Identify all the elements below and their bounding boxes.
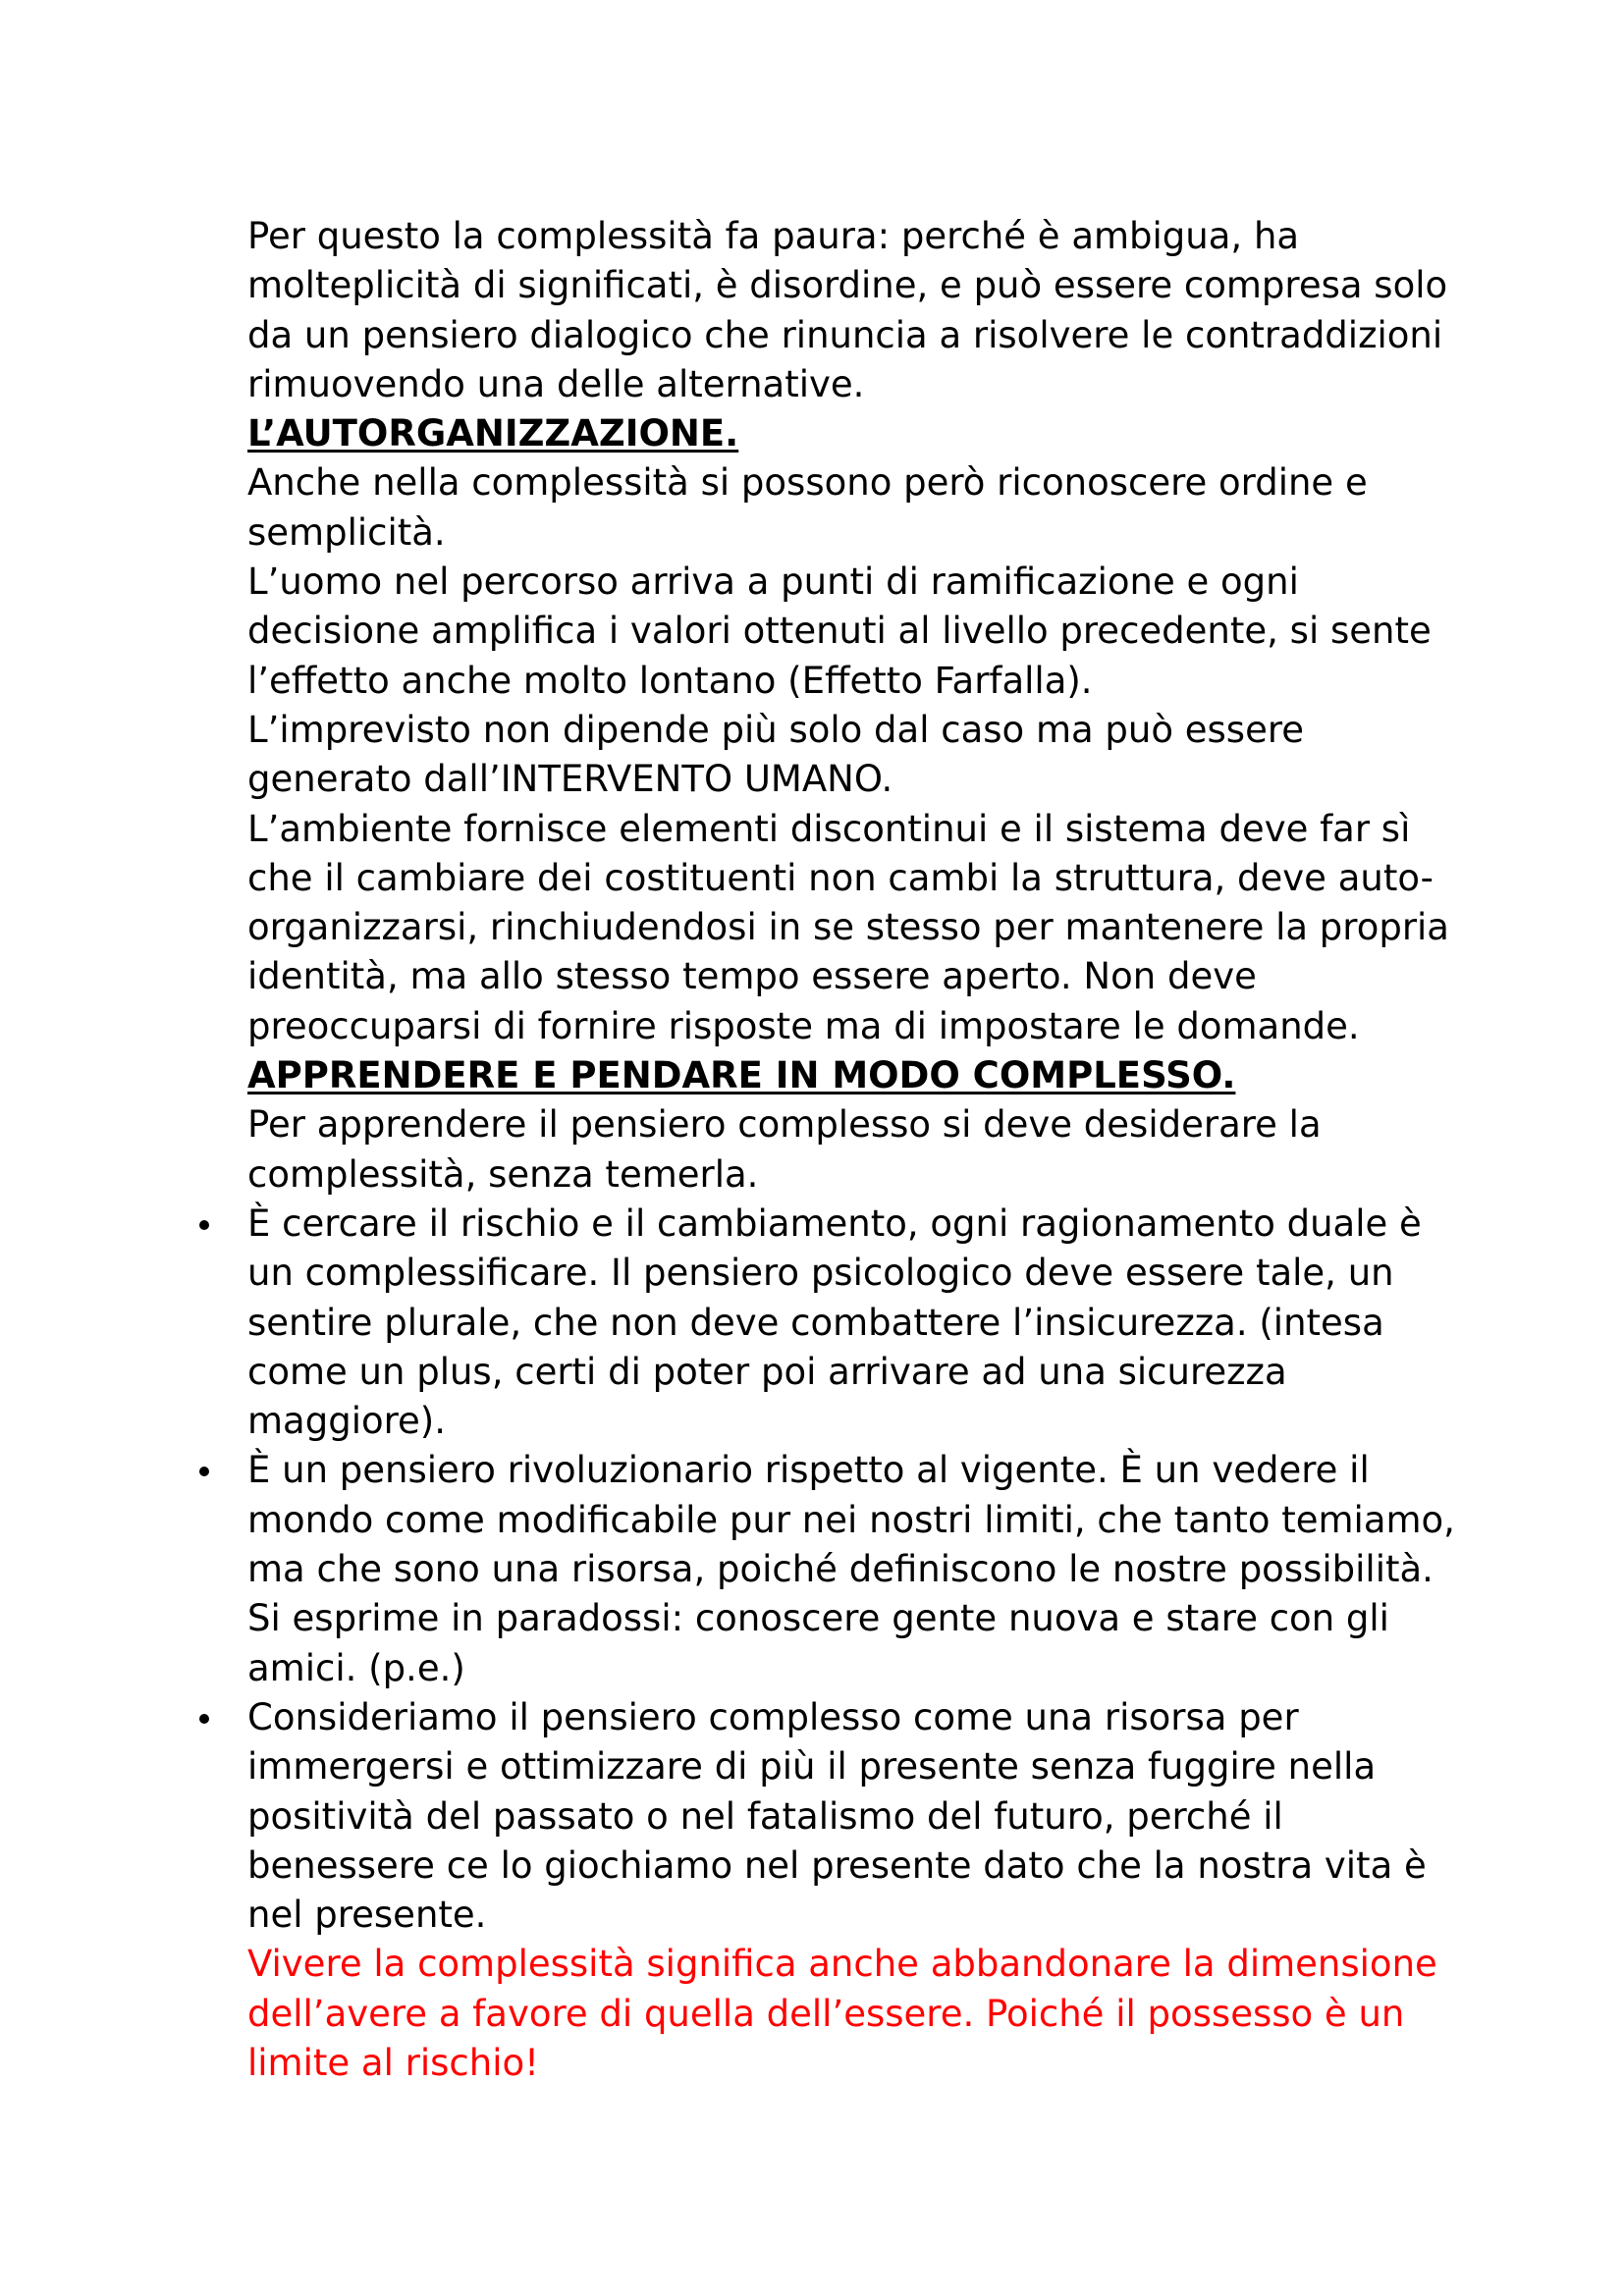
paragraph-uomo: L’uomo nel percorso arriva a punti di ramificazione e ogni decisione amplifica i valori ottenuti al livello precedente, si sente l’effetto anche molto lontano (Effetto Farfalla).: [247, 561, 1432, 702]
paragraph-ordine: Anche nella complessità si possono però riconoscere ordine e semplicità.: [247, 461, 1368, 554]
paragraph-imprevisto: L’imprevisto non dipende più solo dal caso ma può essere generato dall’INTERVENTO UMANO.: [247, 708, 1304, 801]
section-heading-apprendere: APPRENDERE E PENDARE IN MODO COMPLESSO.: [247, 1054, 1236, 1097]
bullet-list: [247, 1200, 1465, 1940]
list-item-text: È un pensiero rivoluzionario rispetto al vigente. È un vedere il mondo come modificabile pur nei nostri limiti, che tanto temiamo, ma che sono una risorsa, poiché definiscono le nostre possibilità. Si esprime in paradossi: conoscere gente nuova e stare con gli amici. (p.e.): [247, 1449, 1455, 1689]
bullet-dot-icon: [199, 1714, 209, 1724]
bullet-dot-icon: [199, 1220, 209, 1230]
section-heading-autorganizzazione: L’AUTORGANIZZAZIONE.: [247, 412, 739, 455]
document-body: [247, 212, 1465, 2088]
closing-highlight: Vivere la complessità significa anche abbandonare la dimensione dell’avere a favore di quella dell’essere. Poiché il possesso è un limite al rischio!: [247, 1943, 1437, 2084]
list-item-text: Consideriamo il pensiero complesso come una risorsa per immergersi e ottimizzare di più il presente senza fuggire nella positività del passato o nel fatalismo del futuro, perché il benessere ce lo giochiamo nel presente dato che la nostra vita è nel presente.: [247, 1695, 1427, 1937]
bullet-dot-icon: [199, 1467, 209, 1476]
paragraph-ambiente: L’ambiente fornisce elementi discontinui e il sistema deve far sì che il cambiare dei costituenti non cambi la struttura, deve auto-organizzarsi, rinchiudendosi in se stesso per mantenere la propria identità, ma allo stesso tempo essere aperto. Non deve preoccuparsi di fornire risposte ma di impostare le domande.: [247, 807, 1449, 1047]
list-item: [247, 1693, 1465, 1940]
intro-paragraph: Per questo la complessità fa paura: perché è ambigua, ha molteplicità di significati, è disordine, e può essere compresa solo da un pensiero dialogico che rinuncia a risolvere le contraddizioni rimuovendo una delle alternative.: [247, 215, 1448, 405]
paragraph-apprendere: Per apprendere il pensiero complesso si deve desiderare la complessità, senza temerla.: [247, 1103, 1322, 1196]
list-item: [247, 1446, 1465, 1692]
list-item-text: È cercare il rischio e il cambiamento, ogni ragionamento duale è un complessificare. Il pensiero psicologico deve essere tale, un sentire plurale, che non deve combattere l’insicurezza. (intesa come un plus, certi di poter poi arrivare ad una sicurezza maggiore).: [247, 1201, 1422, 1443]
list-item: [247, 1200, 1465, 1446]
